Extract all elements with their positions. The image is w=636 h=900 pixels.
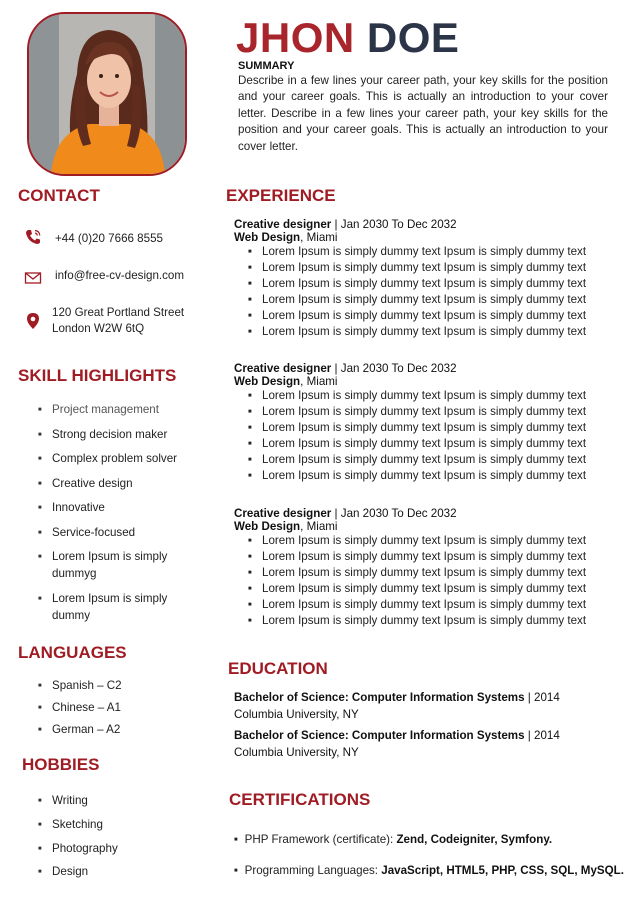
cert-value: Zend, Codeigniter, Symfony. xyxy=(396,833,553,846)
bullet-icon: ■ xyxy=(234,868,238,874)
job-role: Creative designer xyxy=(234,218,332,231)
contact-phone: +44 (0)20 7666 8555 xyxy=(55,232,163,245)
list-item: ■ Photography xyxy=(38,841,188,858)
certification-item xyxy=(234,864,624,877)
job-company xyxy=(234,231,586,244)
summary-title: SUMMARY xyxy=(238,60,295,72)
candidate-name xyxy=(236,14,459,62)
address-line-2: London W2W 6tQ xyxy=(52,321,145,335)
job-role: Creative designer xyxy=(234,507,332,520)
experience-heading: EXPERIENCE xyxy=(226,186,336,205)
certification-item xyxy=(234,833,552,846)
certifications-heading: CERTIFICATIONS xyxy=(229,790,371,809)
last-name: DOE xyxy=(366,14,460,61)
company-name: Web Design xyxy=(234,231,301,244)
list-item: ■ Project management xyxy=(38,402,198,418)
list-item: ■ Innovative xyxy=(38,500,198,516)
phone-icon xyxy=(24,228,42,246)
education-heading: EDUCATION xyxy=(228,659,328,678)
list-item: ■ Lorem Ipsum is simply dummy text Ipsum is simply dummy text xyxy=(248,565,586,581)
list-item: ■ Complex problem solver xyxy=(38,451,198,467)
list-item: ■ Lorem Ipsum is simply dummy text Ipsum is simply dummy text xyxy=(248,613,586,629)
envelope-icon xyxy=(24,269,42,287)
degree-year: | 2014 xyxy=(524,729,560,742)
company-name: Web Design xyxy=(234,520,301,533)
list-item: ■ Lorem Ipsum is simply dummy text Ipsum is simply dummy text xyxy=(248,420,586,436)
degree-name: Bachelor of Science: Computer Information Systems xyxy=(234,729,525,742)
job-dates: | Jan 2030 To Dec 2032 xyxy=(331,218,457,231)
list-item: ■ Strong decision maker xyxy=(38,427,198,443)
list-item: ■ Spanish – C2 xyxy=(38,678,188,695)
job-dates: | Jan 2030 To Dec 2032 xyxy=(331,362,457,375)
list-item: ■ German – A2 xyxy=(38,722,188,739)
list-item: ■ Lorem Ipsum is simply dummy text Ipsum is simply dummy text xyxy=(248,324,586,340)
list-item: ■ Lorem Ipsum is simply dummy text Ipsum is simply dummy text xyxy=(248,468,586,484)
list-item: ■ Lorem Ipsum is simply dummy text Ipsum is simply dummy text xyxy=(248,452,586,468)
bullet-icon: ■ xyxy=(234,837,238,843)
company-location: , Miami xyxy=(300,231,338,244)
skills-heading: SKILL HIGHLIGHTS xyxy=(18,366,177,385)
cert-label: Programming Languages: xyxy=(244,864,382,877)
list-item: ■ Lorem Ipsum is simply dummy text Ipsum is simply dummy text xyxy=(248,244,586,260)
job-bullets xyxy=(248,244,586,340)
summary-text: Describe in a few lines your career path, your key skills for the position and your career goals. This is actually an introduction to your cover letter. Describe in a few lines your career path, your key skills for the position and your career goals. This is actually an introduction to your cover letter. xyxy=(238,74,608,153)
list-item: ■ Lorem Ipsum is simply dummy text Ipsum is simply dummy text xyxy=(248,436,586,452)
contact-email: info@free-cv-design.com xyxy=(55,269,185,282)
job-bullets xyxy=(248,388,586,484)
job-title xyxy=(234,362,586,375)
company-name: Web Design xyxy=(234,375,301,388)
hobbies-heading: HOBBIES xyxy=(22,755,100,774)
languages-list xyxy=(38,678,188,739)
hobbies-list xyxy=(38,793,188,881)
job-entry xyxy=(234,218,586,340)
job-bullets xyxy=(248,533,586,629)
job-role: Creative designer xyxy=(234,362,332,375)
school-name: Columbia University, NY xyxy=(234,745,359,759)
portrait-image xyxy=(29,14,185,174)
list-item: ■ Lorem Ipsum is simply dummy xyxy=(38,591,182,624)
company-location: , Miami xyxy=(300,375,338,388)
list-item: ■ Lorem Ipsum is simply dummy text Ipsum is simply dummy text xyxy=(248,549,586,565)
list-item: ■ Lorem Ipsum is simply dummy text Ipsum is simply dummy text xyxy=(248,308,586,324)
list-item: ■ Lorem Ipsum is simply dummy text Ipsum is simply dummy text xyxy=(248,533,586,549)
list-item: ■ Chinese – A1 xyxy=(38,700,188,717)
job-company xyxy=(234,375,586,388)
first-name: JHON xyxy=(236,14,355,61)
list-item: ■ Writing xyxy=(38,793,188,810)
list-item: ■ Lorem Ipsum is simply dummy text Ipsum is simply dummy text xyxy=(248,276,586,292)
list-item: ■ Sketching xyxy=(38,817,188,834)
skills-list xyxy=(38,402,198,624)
list-item: ■ Lorem Ipsum is simply dummyg xyxy=(38,549,182,582)
job-dates: | Jan 2030 To Dec 2032 xyxy=(331,507,457,520)
job-entry xyxy=(234,507,586,629)
education-entry xyxy=(234,690,560,723)
company-location: , Miami xyxy=(300,520,338,533)
degree-year: | 2014 xyxy=(524,691,560,704)
education-entry xyxy=(234,728,560,761)
cert-value: JavaScript, HTML5, PHP, CSS, SQL, MySQL. xyxy=(381,864,624,877)
list-item: ■ Creative design xyxy=(38,476,198,492)
list-item: ■ Service-focused xyxy=(38,525,198,541)
list-item: ■ Lorem Ipsum is simply dummy text Ipsum is simply dummy text xyxy=(248,597,586,613)
list-item: ■ Lorem Ipsum is simply dummy text Ipsum is simply dummy text xyxy=(248,292,586,308)
list-item: ■ Lorem Ipsum is simply dummy text Ipsum is simply dummy text xyxy=(248,260,586,276)
languages-heading: LANGUAGES xyxy=(18,643,127,662)
job-entry xyxy=(234,362,586,484)
school-name: Columbia University, NY xyxy=(234,707,359,721)
contact-heading: CONTACT xyxy=(18,186,100,205)
job-title xyxy=(234,218,586,231)
map-pin-icon xyxy=(24,312,42,330)
address-line-1: 120 Great Portland Street xyxy=(52,306,185,319)
list-item: ■ Lorem Ipsum is simply dummy text Ipsum is simply dummy text xyxy=(248,581,586,597)
contact-address xyxy=(52,305,184,336)
list-item: ■ Design xyxy=(38,864,188,881)
job-company xyxy=(234,520,586,533)
profile-photo xyxy=(27,12,187,176)
degree-name: Bachelor of Science: Computer Information Systems xyxy=(234,691,525,704)
list-item: ■ Lorem Ipsum is simply dummy text Ipsum is simply dummy text xyxy=(248,404,586,420)
job-title xyxy=(234,507,586,520)
cert-label: PHP Framework (certificate): xyxy=(244,833,397,846)
list-item: ■ Lorem Ipsum is simply dummy text Ipsum is simply dummy text xyxy=(248,388,586,404)
